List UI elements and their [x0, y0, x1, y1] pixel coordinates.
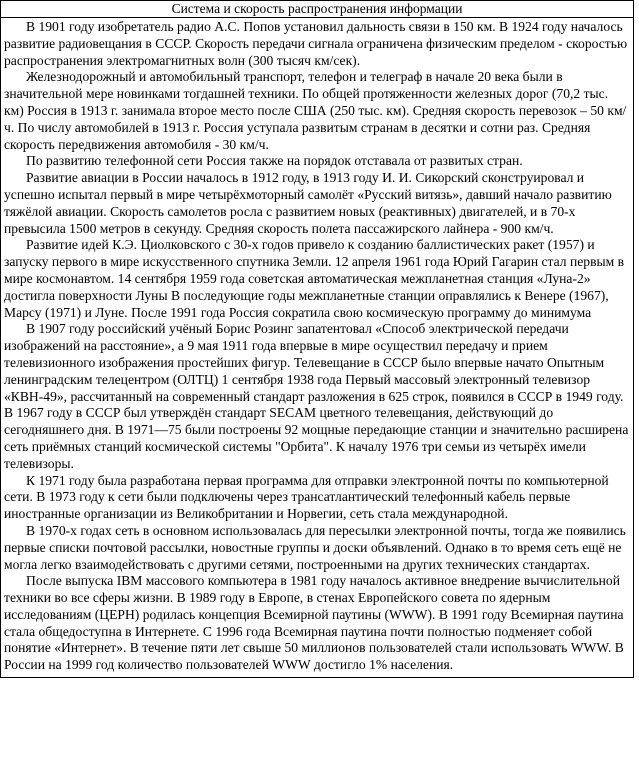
paragraph-network-1970s: В 1970-х годах сеть в основном использовалась для пересылки электронной почты, тогда же появились первые списки почтовой рассылки, новостные группы и доски объявлений. Однако в то время сеть ещё не могла легко взаимодействовать с другими сетями, построенными на других технических стандартах. [4, 522, 626, 572]
paragraph-space: Развитие идей К.Э. Циолковского с 30-х годов привело к созданию баллистических ракет (1957) и запуску первого в мире искусственного спутника Земли. 12 апреля 1961 года Юрий Гагарин стал первым в мире космонавтом. 14 сентября 1959 года советская автоматическая межпланетная станция «Луна-2» достигла поверхности Луны В последующие годы межпланетные станции оправлялись к Венере (1967), Марсу (1971) и Луне. После 1991 года Россия сократила свою космическую программу до минимума [4, 237, 625, 320]
paragraph-radio: В 1901 году изобретатель радио А.С. Попов установил дальность связи в 150 км. В 1924 году началось развитие радиовещания в СССР. Скорость передачи сигнала ограничена физическим пределом - скоростью распространения электромагнитных волн (300 тысяч км/сек). [4, 19, 628, 68]
paragraph-www: После выпуска IBM массового компьютера в 1981 году началось активное внедрение вычислительной техники во все сферы жизни. В 1989 году в Европе, в стенах Европейского совета по ядерным исследованиям (ЦЕРН) родилась концепция Всемирной паутины (WWW). В 1991 году Всемирная паутина стала общедоступна в Интернете. С 1996 года Всемирная паутина почти полностью подменяет собой понятие «Интернет». В течение пяти лет свыше 50 миллионов пользователей стали использовать WWW. В России на 1999 год количество пользователей WWW достигло 1% населения. [4, 573, 624, 673]
document-title: Система и скорость распространения информации [1, 1, 633, 18]
paragraph-aviation: Развитие авиации в России началось в 1912 году, в 1913 году И. И. Сикорский сконструировал и успешно испытал первый в мире четырёхмоторный самолёт «Русский витязь», давший начало развитию тяжёлой авиации. Скорость самолетов росла с развитием новых (реактивных) двигателей, и в 70-х превысила 1500 метров в секунду. Средняя скорость полета пассажирского лайнера - 900 км/ч. [4, 170, 612, 236]
document-body [1, 18, 633, 677]
paragraph-email: К 1971 году была разработана первая программа для отправки электронной почты по компьютерной сети. В 1973 году к сети были подключены через трансатлантический телефонный кабель первые иностранные организации из Великобритании и Норвегии, сеть стала международной. [4, 472, 609, 522]
paragraph-telephone: По развитию телефонной сети Россия также на порядок отставала от развитых стран. [26, 153, 523, 169]
paragraph-transport: Железнодорожный и автомобильный транспорт, телефон и телеграф в начале 20 века были в значительной мере новинками тогдашней техники. По общей протяженности железных дорог (70,2 тыс. км) Россия в 1913 г. занимала второе место после США (250 тыс. км). Средняя скорость перевозок – 50 км/ч. По числу автомобилей в 1913 г. Россия уступала развитым странам в десятки и сотни раз. Средняя скорость передвижения автомобиля - 30 км/ч. [4, 69, 627, 152]
paragraph-television: В 1907 году российский учёный Борис Розинг запатентовал «Способ электрической передачи изображений на расстояние», а 9 мая 1911 года впервые в мире осуществил передачу и прием телевизионного изображения простейших фигур. Телевещание в СССР было впервые начато Опытным ленинградским телецентром (ОЛТЦ) 1 сентября 1938 года Первый массовый электронный телевизор «КВН-49», рассчитанный на современный стандарт разложения в 625 строк, появился в СССР в 1949 году. В 1967 году в СССР был утверждён стандарт SECAM цветного телевещания, действующий до сегодняшнего дня. В 1971—75 были построены 92 мощные передающие станции и значительно расширена сеть приёмных станций космической системы "Орбита". К началу 1976 три семьи из четырёх имели телевизоры. [4, 321, 629, 471]
